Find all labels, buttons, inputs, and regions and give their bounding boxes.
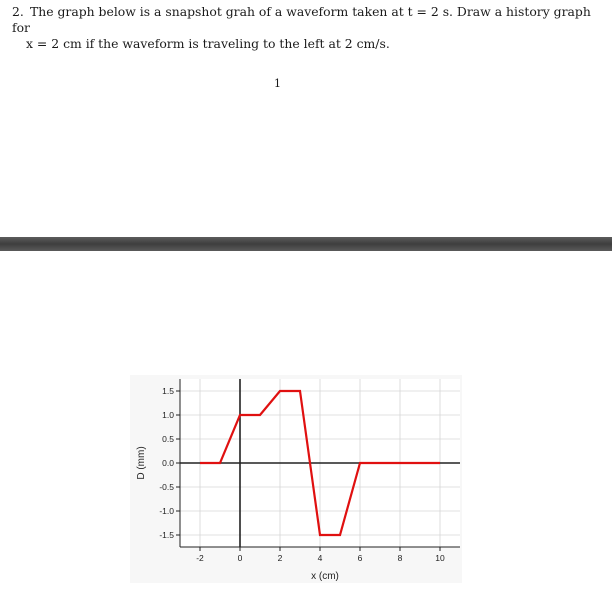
x-axis-label: x (cm)	[311, 571, 339, 582]
y-tick-label: 0.5	[162, 434, 174, 444]
page-number: 1	[274, 77, 281, 90]
y-tick-label: 0.0	[162, 458, 174, 468]
y-tick-label: -0.5	[159, 482, 174, 492]
snapshot-graph-svg	[130, 375, 462, 583]
x-tick-label: 6	[357, 553, 363, 563]
y-tick-label: 1.0	[162, 410, 174, 420]
x-tick-label: 10	[435, 553, 445, 563]
problem-number: 2.	[12, 4, 24, 19]
problem-text-line-1: The graph below is a snapshot grah of a waveform taken at t = 2 s. Draw a history graph for	[12, 4, 591, 35]
page-divider	[0, 237, 612, 251]
y-tick-label: -1.5	[159, 530, 174, 540]
y-axis-label: D (mm)	[136, 446, 147, 480]
x-tick-label: 2	[277, 553, 283, 563]
problem-statement	[12, 4, 592, 52]
x-tick-label: -2	[196, 553, 204, 563]
x-tick-label: 0	[237, 553, 243, 563]
y-tick-label: 1.5	[162, 386, 174, 396]
x-tick-label: 8	[397, 553, 403, 563]
problem-line-1	[12, 4, 592, 36]
problem-text-line-2: x = 2 cm if the waveform is traveling to the left at 2 cm/s.	[26, 36, 390, 51]
x-tick-label: 4	[317, 553, 323, 563]
snapshot-graph	[130, 375, 462, 583]
y-tick-label: -1.0	[159, 506, 174, 516]
